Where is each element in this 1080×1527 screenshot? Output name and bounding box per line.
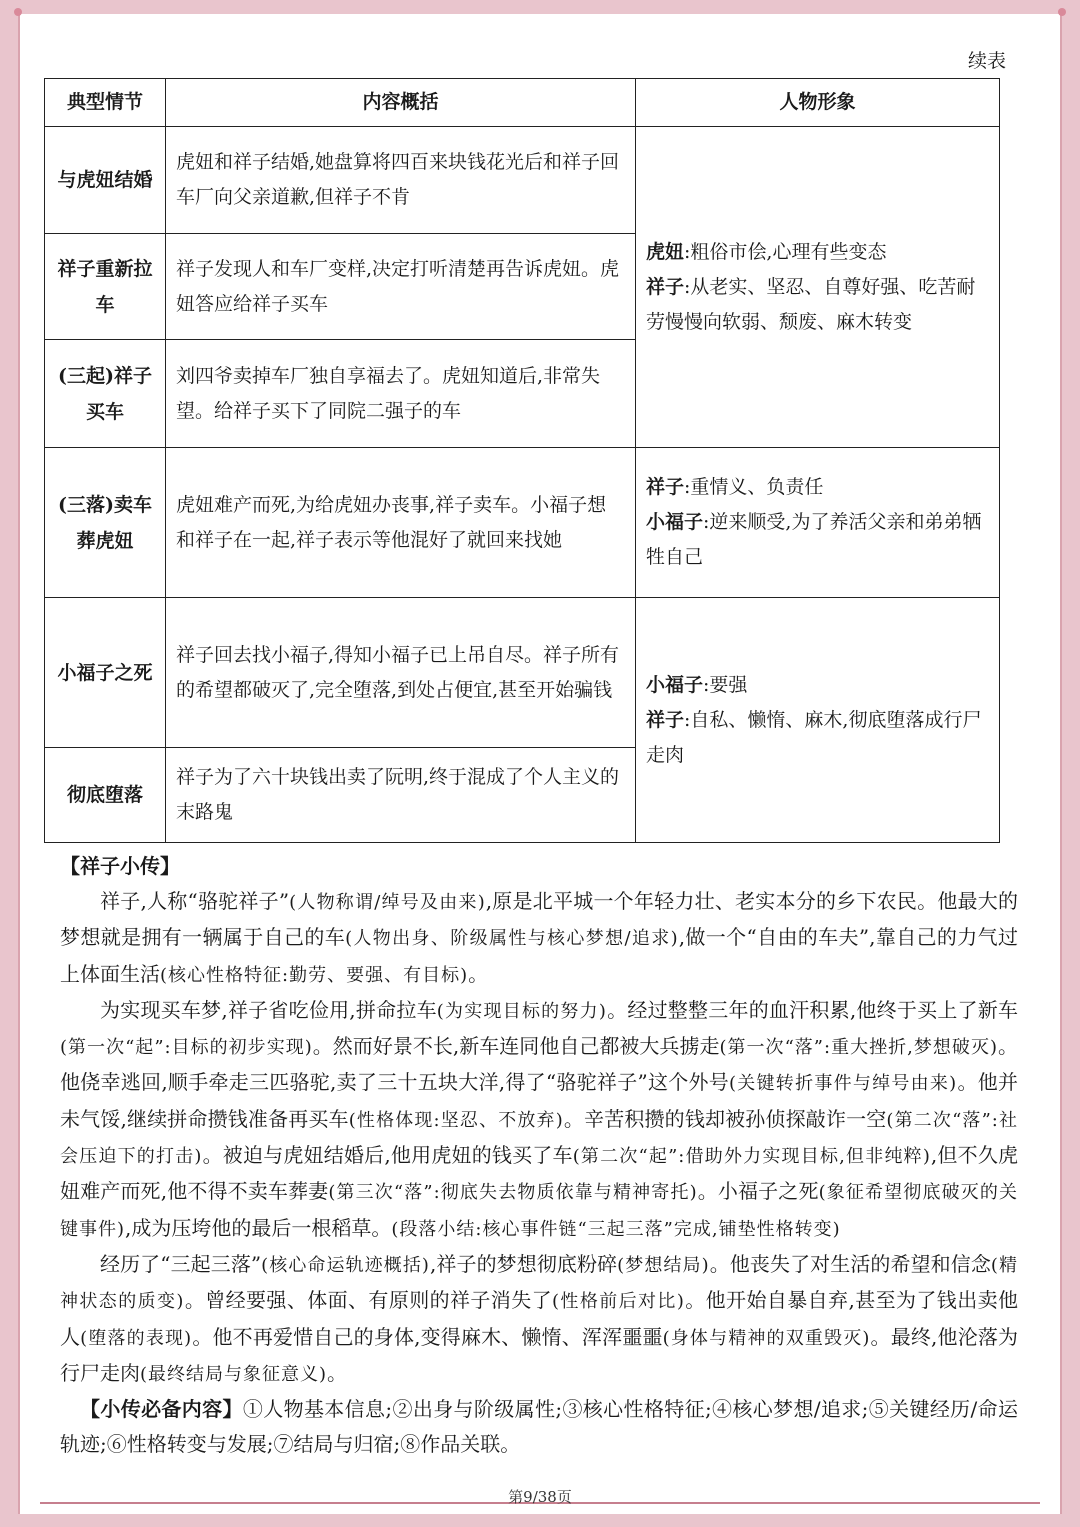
annotation-note: (核心性格特征:勤劳、要强、有目标) [160, 964, 469, 986]
paragraph-text: 。然而好景不长,新车连同他自己都被大兵掳走 [312, 1034, 720, 1059]
paragraph-text: 。经过整整三年的血汗积累,他终于买上了新车 [606, 997, 1019, 1022]
annotation-note: (性格体现:坚忍、不放弃) [348, 1109, 564, 1131]
character-line: 小福子:要强 [646, 673, 748, 696]
character-line: 祥子:重情义、负责任 [646, 476, 824, 498]
summary-cell: 刘四爷卖掉车厂独自享福去了。虎妞知道后,非常失望。给祥子买下了同院二强子的车 [166, 340, 636, 448]
paragraph-text: 经历了“三起三落” [100, 1251, 262, 1276]
scene-cell: 与虎妞结婚 [45, 127, 166, 234]
header-summary: 内容概括 [166, 79, 636, 127]
paragraph-text: 。小福子之死 [697, 1179, 819, 1204]
paragraph [60, 993, 1018, 1247]
paragraph [60, 884, 1018, 993]
annotation-note: (堕落的表现) [80, 1327, 193, 1349]
paragraph-text: ,但不久虎妞难产而死,他不得不卖车葬妻 [60, 1143, 1019, 1204]
annotation-note: (象征希望彻底破灭的关键事件) [60, 1182, 1019, 1240]
paragraph-text: 。他侥幸逃回,顺手牵走三匹骆驼,卖了三十五块大洋,得了“骆驼祥子”这个外号 [60, 1034, 1019, 1095]
table-row [45, 598, 1000, 748]
annotation-note: (第二次“落”:社会压迫下的打击) [60, 1109, 1019, 1168]
annotation-note: (最终结局与象征意义) [140, 1363, 328, 1385]
paragraph-text: 为实现买车梦,祥子省吃俭用,拼命拉车 [100, 997, 437, 1022]
continued-label: 续表 [967, 50, 1006, 72]
requirements-paragraph [60, 1392, 1018, 1463]
paragraph-text: 。最终,他沦落为行尸走肉 [60, 1324, 1019, 1385]
annotation-note: (第三次“落”:彻底失去物质依靠与精神寄托) [328, 1182, 698, 1204]
character-line: 小福子:逆来顺受,为了养活父亲和弟弟牺牲自己 [646, 511, 982, 568]
summary-cell: 祥子为了六十块钱出卖了阮明,终于混成了个人主义的末路鬼 [166, 748, 636, 843]
paragraph-text: 祥子,人称“骆驼祥子” [100, 889, 290, 913]
annotation-note: (核心命运轨迹概括) [261, 1254, 430, 1276]
annotation-note: (性格前后对比) [552, 1291, 685, 1313]
plot-table [44, 78, 1000, 843]
annotation-note: (身体与精神的双重毁灭) [662, 1327, 871, 1349]
section-title: 【祥子小传】 [60, 854, 180, 878]
header-scene: 典型情节 [45, 79, 166, 127]
annotation-note: (段落小结:核心事件链“三起三落”完成,铺垫性格转变) [391, 1218, 841, 1240]
paragraph-text: 。曾经要强、体面、有原则的祥子消失了 [184, 1288, 553, 1313]
corner-dot [1058, 8, 1066, 16]
annotation-note: (为实现目标的努力) [436, 1000, 607, 1022]
paragraph-text: 。他并未气馁,继续拼命攒钱准备再买车 [60, 1070, 1018, 1131]
table-row [45, 448, 1000, 598]
scene-cell: (三落)卖车葬虎妞 [45, 448, 166, 598]
paragraph-text: 。 [468, 961, 489, 986]
character-cell [636, 127, 1000, 448]
annotation-note: (人物称谓/绰号及由来) [289, 892, 486, 913]
character-cell [636, 448, 1000, 598]
scene-cell: 小福子之死 [45, 598, 166, 748]
corner-dot [14, 8, 22, 16]
character-line: 虎妞:粗俗市侩,心理有些变态 [646, 240, 887, 263]
annotation-note: (梦想结局) [617, 1254, 710, 1276]
scene-cell: 祥子重新拉车 [45, 234, 166, 340]
paragraph-text: ,做一个“自由的车夫”,靠自己的力气过上体面生活 [60, 925, 1018, 986]
biography-text [60, 884, 1018, 1463]
annotation-note: (关键转折事件与绰号由来) [729, 1073, 958, 1095]
summary-cell: 祥子发现人和车厂变样,决定打听清楚再告诉虎妞。虎妞答应给祥子买车 [166, 234, 636, 340]
summary-cell: 虎妞难产而死,为给虎妞办丧事,祥子卖车。小福子想和祥子在一起,祥子表示等他混好了就回来找她 [166, 448, 636, 598]
paragraph-text: ,原是北平城一个年轻力壮、老实本分的乡下农民。他最大的梦想就是拥有一辆属于自己的车 [60, 889, 1019, 950]
annotation-note: (人物出身、阶级属性与核心梦想/追求) [345, 928, 679, 950]
annotation-note: (第一次“落”:重大挫折,梦想破灭) [719, 1037, 998, 1059]
header-character: 人物形象 [636, 79, 1000, 127]
paragraph-text: 。他开始自暴自弃,甚至为了钱出卖他人 [60, 1288, 1019, 1349]
summary-cell: 祥子回去找小福子,得知小福子已上吊自尽。祥子所有的希望都破灭了,完全堕落,到处占便宜,甚至开始骗钱 [166, 598, 636, 748]
paragraph-text: 。辛苦积攒的钱却被孙侦探敲诈一空 [563, 1106, 887, 1131]
paragraph-text: ,成为压垮他的最后一根稻草。 [125, 1215, 392, 1240]
paragraph-text: 。被迫与虎妞结婚后,他用虎妞的钱买了车 [202, 1143, 573, 1168]
table-row [45, 127, 1000, 234]
paragraph-text: ,祥子的梦想彻底粉碎 [429, 1251, 618, 1276]
page-number: 第9/38页 [508, 1488, 572, 1506]
paragraph-text: 。他不再爱惜自己的身体,变得麻木、懒惰、浑浑噩噩 [192, 1324, 663, 1349]
requirements-label: 【小传必备内容】 [80, 1397, 243, 1422]
annotation-note: (精神状态的质变) [60, 1254, 1019, 1313]
table-header-row [45, 79, 1000, 127]
character-line: 祥子:自私、懒惰、麻木,彻底堕落成行尸走肉 [646, 708, 982, 766]
paragraph-text: 。 [327, 1360, 348, 1385]
annotation-note: (第一次“起”:目标的初步实现) [60, 1037, 313, 1059]
character-cell [636, 598, 1000, 843]
requirements-text: ①人物基本信息;②出身与阶级属性;③核心性格特征;④核心梦想/追求;⑤关键经历/命运轨迹;⑥性格转变与发展;⑦结局与归宿;⑧作品关联。 [60, 1397, 1018, 1457]
scene-cell: (三起)祥子买车 [45, 340, 166, 448]
annotation-note: (第二次“起”:借助外力实现目标,但非纯粹) [572, 1146, 931, 1168]
paragraph [60, 1247, 1018, 1392]
scene-cell: 彻底堕落 [45, 748, 166, 843]
character-line: 祥子:从老实、坚忍、自尊好强、吃苦耐劳慢慢向软弱、颓废、麻木转变 [646, 275, 976, 333]
paragraph-text: 。他丧失了对生活的希望和信念 [709, 1251, 991, 1276]
summary-cell: 虎妞和祥子结婚,她盘算将四百来块钱花光后和祥子回车厂向父亲道歉,但祥子不肯 [166, 127, 636, 234]
